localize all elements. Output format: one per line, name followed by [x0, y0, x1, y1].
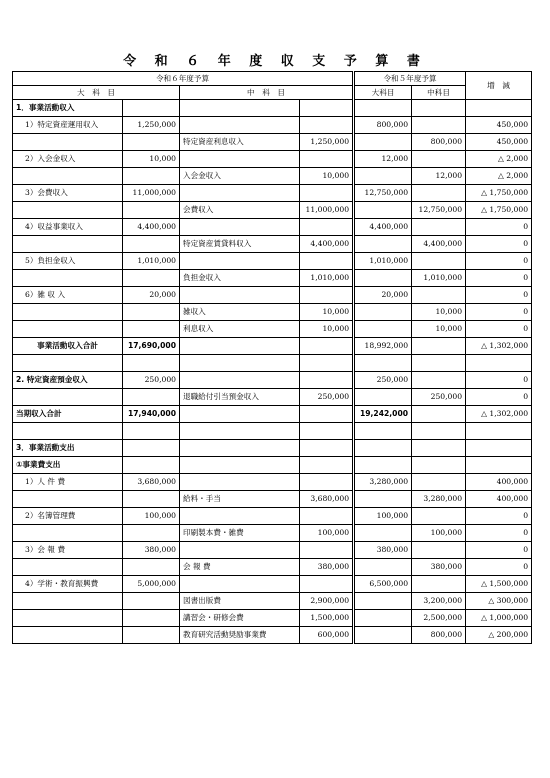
cell-b — [123, 559, 180, 576]
table-row — [13, 253, 532, 270]
cell-c: 入会金収入 — [180, 168, 300, 185]
cell-c — [180, 287, 300, 304]
cell-f — [412, 355, 466, 372]
cell-f: 10,000 — [412, 321, 466, 338]
cell-e — [354, 321, 412, 338]
cell-e — [354, 100, 412, 117]
cell-d: 250,000 — [300, 389, 354, 406]
cell-e: 20,000 — [354, 287, 412, 304]
cell-d — [300, 151, 354, 168]
cell-b — [123, 321, 180, 338]
cell-a — [13, 491, 123, 508]
cell-g — [466, 100, 532, 117]
table-row — [13, 593, 532, 610]
cell-e — [354, 168, 412, 185]
cell-e: 6,500,000 — [354, 576, 412, 593]
cell-a: 3）会費収入 — [13, 185, 123, 202]
cell-g: 0 — [466, 508, 532, 525]
cell-d: 10,000 — [300, 321, 354, 338]
cell-a — [13, 321, 123, 338]
cell-b: 17,940,000 — [123, 406, 180, 423]
cell-e — [354, 440, 412, 457]
table-row — [13, 202, 532, 219]
cell-a — [13, 525, 123, 542]
cell-f: 1,010,000 — [412, 270, 466, 287]
cell-c — [180, 117, 300, 134]
cell-f: 800,000 — [412, 134, 466, 151]
cell-g — [466, 457, 532, 474]
cell-c — [180, 457, 300, 474]
cell-g: 0 — [466, 253, 532, 270]
cell-e: 4,400,000 — [354, 219, 412, 236]
cell-c — [180, 355, 300, 372]
cell-f — [412, 576, 466, 593]
cell-e: 12,750,000 — [354, 185, 412, 202]
section-heading: 3．事業活動支出 — [13, 440, 123, 457]
table-row — [13, 576, 532, 593]
table-row — [13, 457, 532, 474]
cell-e — [354, 270, 412, 287]
cell-d: 11,000,000 — [300, 202, 354, 219]
table-row — [13, 100, 532, 117]
cell-g: 450,000 — [466, 117, 532, 134]
cell-g: △ 1,750,000 — [466, 202, 532, 219]
cell-d — [300, 185, 354, 202]
cell-a: 2）入会金収入 — [13, 151, 123, 168]
cell-g — [466, 355, 532, 372]
cell-g: 0 — [466, 559, 532, 576]
table-row — [13, 185, 532, 202]
header-minor-item: 中 科 目 — [180, 86, 354, 100]
cell-d: 100,000 — [300, 525, 354, 542]
cell-g: 400,000 — [466, 474, 532, 491]
cell-e: 12,000 — [354, 151, 412, 168]
cell-c: 雑収入 — [180, 304, 300, 321]
cell-d — [300, 253, 354, 270]
header-row-1 — [13, 72, 532, 86]
table-row — [13, 134, 532, 151]
table-row — [13, 321, 532, 338]
table-row — [13, 287, 532, 304]
cell-b — [123, 440, 180, 457]
table-row — [13, 236, 532, 253]
cell-d — [300, 287, 354, 304]
cell-d — [300, 355, 354, 372]
cell-c — [180, 219, 300, 236]
cell-a — [13, 610, 123, 627]
cell-b: 3,680,000 — [123, 474, 180, 491]
cell-f — [412, 338, 466, 355]
table-row — [13, 491, 532, 508]
table-row — [13, 117, 532, 134]
cell-g: △ 1,000,000 — [466, 610, 532, 627]
cell-c — [180, 423, 300, 440]
cell-a: 1）人 件 費 — [13, 474, 123, 491]
cell-e — [354, 593, 412, 610]
cell-f — [412, 185, 466, 202]
cell-c — [180, 185, 300, 202]
cell-g: 0 — [466, 304, 532, 321]
cell-b: 17,690,000 — [123, 338, 180, 355]
cell-g — [466, 440, 532, 457]
cell-d: 10,000 — [300, 304, 354, 321]
cell-a — [13, 236, 123, 253]
cell-b — [123, 202, 180, 219]
cell-d: 1,500,000 — [300, 610, 354, 627]
cell-a — [13, 389, 123, 406]
cell-d — [300, 406, 354, 423]
cell-b — [123, 270, 180, 287]
cell-g: △ 300,000 — [466, 593, 532, 610]
cell-f — [412, 287, 466, 304]
cell-e: 800,000 — [354, 117, 412, 134]
cell-a: 4）学術・教育振興費 — [13, 576, 123, 593]
cell-d: 2,900,000 — [300, 593, 354, 610]
cell-g: △ 1,750,000 — [466, 185, 532, 202]
cell-b: 380,000 — [123, 542, 180, 559]
header-prev-year: 令和５年度予算 — [354, 72, 466, 86]
cell-a — [13, 202, 123, 219]
cell-c: 会 報 費 — [180, 559, 300, 576]
cell-a: 1）特定資産運用収入 — [13, 117, 123, 134]
cell-e — [354, 304, 412, 321]
cell-a — [13, 270, 123, 287]
cell-f — [412, 542, 466, 559]
cell-d: 4,400,000 — [300, 236, 354, 253]
cell-b: 10,000 — [123, 151, 180, 168]
table-row — [13, 151, 532, 168]
table-row — [13, 542, 532, 559]
cell-b: 20,000 — [123, 287, 180, 304]
cell-a: 4）収益事業収入 — [13, 219, 123, 236]
table-row — [13, 559, 532, 576]
table-row — [13, 508, 532, 525]
cell-d — [300, 457, 354, 474]
cell-e — [354, 457, 412, 474]
cell-d — [300, 440, 354, 457]
cell-c — [180, 576, 300, 593]
table-row — [13, 338, 532, 355]
cell-a: 事業活動収入合計 — [13, 338, 123, 355]
cell-f — [412, 372, 466, 389]
cell-d: 1,250,000 — [300, 134, 354, 151]
cell-d: 1,010,000 — [300, 270, 354, 287]
table-row — [13, 610, 532, 627]
cell-d: 3,680,000 — [300, 491, 354, 508]
cell-b — [123, 593, 180, 610]
cell-c: 特定資産利息収入 — [180, 134, 300, 151]
cell-g: △ 2,000 — [466, 168, 532, 185]
page-title: 令 和 ６ 年 度 収 支 予 算 書 — [123, 54, 427, 69]
cell-f — [412, 406, 466, 423]
cell-f — [412, 219, 466, 236]
header-row-2 — [13, 86, 532, 100]
cell-d — [300, 423, 354, 440]
cell-d: 10,000 — [300, 168, 354, 185]
header-major-item: 大 科 目 — [13, 86, 180, 100]
cell-e: 380,000 — [354, 542, 412, 559]
cell-d — [300, 219, 354, 236]
cell-c — [180, 100, 300, 117]
cell-a: 2）名簿管理費 — [13, 508, 123, 525]
cell-c — [180, 474, 300, 491]
cell-b — [123, 423, 180, 440]
cell-g: △ 2,000 — [466, 151, 532, 168]
header-current-year: 令和６年度予算 — [13, 72, 354, 86]
cell-b — [123, 236, 180, 253]
cell-a: 2. 特定資産預金収入 — [13, 372, 123, 389]
cell-d — [300, 576, 354, 593]
table-row — [13, 168, 532, 185]
cell-c: 退職給付引当預金収入 — [180, 389, 300, 406]
cell-f: 10,000 — [412, 304, 466, 321]
cell-f: 4,400,000 — [412, 236, 466, 253]
cell-b — [123, 100, 180, 117]
cell-c — [180, 253, 300, 270]
cell-d: 380,000 — [300, 559, 354, 576]
cell-d: 600,000 — [300, 627, 354, 644]
cell-f — [412, 440, 466, 457]
cell-g: 0 — [466, 542, 532, 559]
cell-f: 800,000 — [412, 627, 466, 644]
cell-e — [354, 491, 412, 508]
cell-d — [300, 100, 354, 117]
table-row — [13, 355, 532, 372]
cell-b: 4,400,000 — [123, 219, 180, 236]
header-prev-major: 大科目 — [354, 86, 412, 100]
cell-e: 3,280,000 — [354, 474, 412, 491]
cell-d — [300, 542, 354, 559]
cell-c: 特定資産賃貸料収入 — [180, 236, 300, 253]
table-row — [13, 372, 532, 389]
cell-b — [123, 491, 180, 508]
cell-a — [13, 593, 123, 610]
cell-d — [300, 338, 354, 355]
cell-c: 教育研究活動奨励事業費 — [180, 627, 300, 644]
cell-d — [300, 508, 354, 525]
cell-e — [354, 355, 412, 372]
cell-f — [412, 253, 466, 270]
cell-e — [354, 525, 412, 542]
cell-a: 6）雑 収 入 — [13, 287, 123, 304]
cell-c: 印刷製本費・雑費 — [180, 525, 300, 542]
cell-a — [13, 627, 123, 644]
cell-c — [180, 406, 300, 423]
cell-g: 450,000 — [466, 134, 532, 151]
cell-c — [180, 151, 300, 168]
cell-b: 250,000 — [123, 372, 180, 389]
cell-a — [13, 559, 123, 576]
table-row — [13, 525, 532, 542]
cell-a — [13, 304, 123, 321]
cell-g: △ 1,500,000 — [466, 576, 532, 593]
cell-f — [412, 508, 466, 525]
cell-e — [354, 423, 412, 440]
table-row — [13, 304, 532, 321]
header-change: 増 減 — [466, 72, 532, 100]
cell-a — [13, 423, 123, 440]
cell-g: 0 — [466, 321, 532, 338]
cell-f: 380,000 — [412, 559, 466, 576]
cell-f — [412, 117, 466, 134]
table-row — [13, 270, 532, 287]
cell-g: 0 — [466, 270, 532, 287]
cell-c: 利息収入 — [180, 321, 300, 338]
cell-g: △ 200,000 — [466, 627, 532, 644]
cell-g: △ 1,302,000 — [466, 406, 532, 423]
cell-b — [123, 457, 180, 474]
cell-e — [354, 627, 412, 644]
cell-b: 5,000,000 — [123, 576, 180, 593]
table-row — [13, 440, 532, 457]
header-prev-minor: 中科目 — [412, 86, 466, 100]
cell-c — [180, 508, 300, 525]
cell-d — [300, 117, 354, 134]
cell-a: 3）会 報 費 — [13, 542, 123, 559]
cell-b — [123, 610, 180, 627]
table-row — [13, 474, 532, 491]
cell-b — [123, 525, 180, 542]
cell-f — [412, 474, 466, 491]
cell-g: 0 — [466, 219, 532, 236]
cell-a — [13, 168, 123, 185]
cell-f: 2,500,000 — [412, 610, 466, 627]
cell-b — [123, 134, 180, 151]
table-row — [13, 423, 532, 440]
cell-b: 1,010,000 — [123, 253, 180, 270]
cell-g: 0 — [466, 525, 532, 542]
cell-e — [354, 389, 412, 406]
cell-e — [354, 610, 412, 627]
cell-f — [412, 457, 466, 474]
cell-c: 負担金収入 — [180, 270, 300, 287]
cell-e: 250,000 — [354, 372, 412, 389]
table-row — [13, 219, 532, 236]
cell-a: 5）負担金収入 — [13, 253, 123, 270]
cell-f: 100,000 — [412, 525, 466, 542]
cell-f: 3,280,000 — [412, 491, 466, 508]
section-heading: ①事業費支出 — [13, 457, 123, 474]
cell-a — [13, 134, 123, 151]
cell-c: 図書出版費 — [180, 593, 300, 610]
table-row — [13, 627, 532, 644]
cell-g: 0 — [466, 389, 532, 406]
cell-g — [466, 423, 532, 440]
cell-c: 講習会・研修会費 — [180, 610, 300, 627]
cell-g: 0 — [466, 372, 532, 389]
section-heading: 1．事業活動収入 — [13, 100, 123, 117]
cell-b — [123, 304, 180, 321]
cell-e: 18,992,000 — [354, 338, 412, 355]
cell-c — [180, 372, 300, 389]
cell-b — [123, 168, 180, 185]
cell-e: 1,010,000 — [354, 253, 412, 270]
cell-f — [412, 423, 466, 440]
cell-e — [354, 559, 412, 576]
cell-f: 3,200,000 — [412, 593, 466, 610]
cell-a — [13, 355, 123, 372]
budget-table — [12, 71, 532, 644]
cell-g: 0 — [466, 287, 532, 304]
cell-d — [300, 372, 354, 389]
table-row — [13, 389, 532, 406]
cell-f: 250,000 — [412, 389, 466, 406]
cell-f — [412, 100, 466, 117]
cell-e: 19,242,000 — [354, 406, 412, 423]
cell-e — [354, 202, 412, 219]
cell-b — [123, 355, 180, 372]
cell-d — [300, 474, 354, 491]
cell-e: 100,000 — [354, 508, 412, 525]
cell-g: 0 — [466, 236, 532, 253]
cell-c — [180, 338, 300, 355]
cell-b — [123, 627, 180, 644]
cell-b — [123, 389, 180, 406]
cell-f: 12,750,000 — [412, 202, 466, 219]
cell-c: 会費収入 — [180, 202, 300, 219]
table-row — [13, 406, 532, 423]
cell-e — [354, 236, 412, 253]
cell-f — [412, 151, 466, 168]
cell-c: 給料・手当 — [180, 491, 300, 508]
cell-b: 1,250,000 — [123, 117, 180, 134]
cell-b: 11,000,000 — [123, 185, 180, 202]
cell-g: △ 1,302,000 — [466, 338, 532, 355]
cell-c — [180, 440, 300, 457]
cell-f: 12,000 — [412, 168, 466, 185]
cell-g: 400,000 — [466, 491, 532, 508]
cell-c — [180, 542, 300, 559]
cell-e — [354, 134, 412, 151]
cell-b: 100,000 — [123, 508, 180, 525]
cell-a: 当期収入合計 — [13, 406, 123, 423]
